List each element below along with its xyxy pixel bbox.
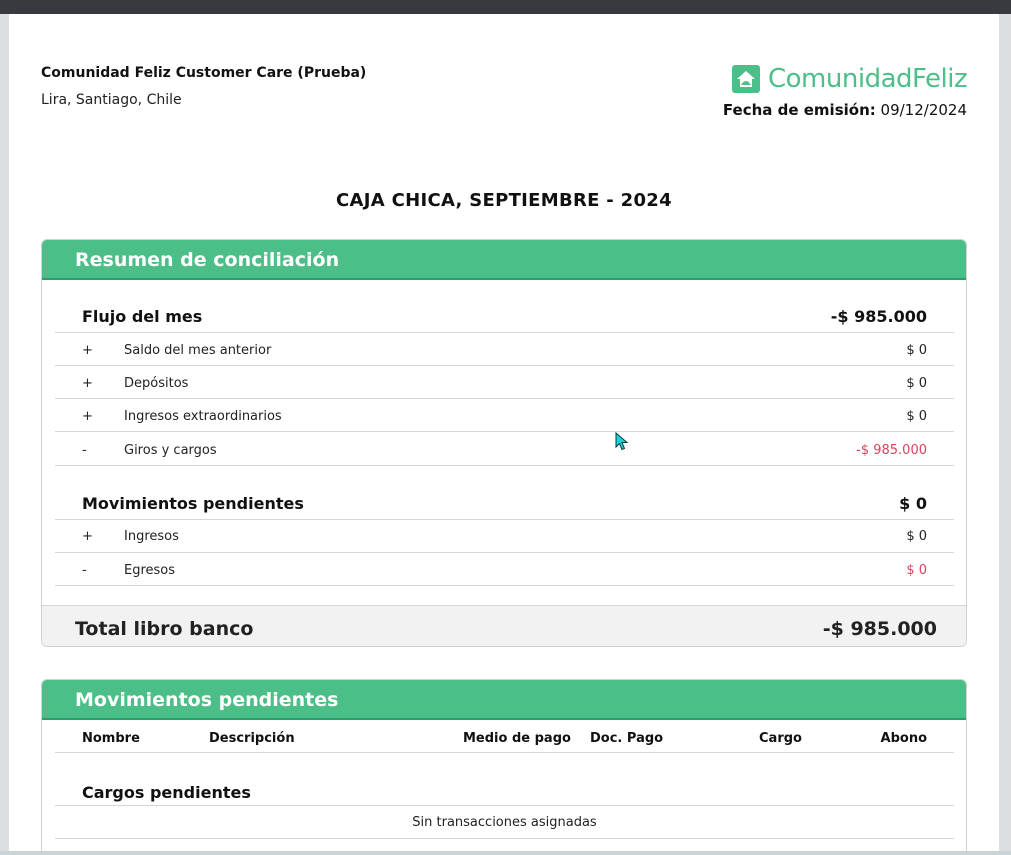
item-label: Giros y cargos [124, 443, 217, 458]
flow-item-row [55, 432, 954, 466]
flow-item-row [55, 366, 954, 399]
column-header: Abono [880, 731, 927, 746]
report-title: CAJA CHICA, SEPTIEMBRE - 2024 [336, 190, 672, 211]
brand-logo [732, 63, 967, 95]
item-sign: + [82, 529, 93, 544]
item-amount: $ 0 [906, 529, 927, 544]
total-label: Total libro banco [75, 618, 254, 640]
item-amount: $ 0 [906, 343, 927, 358]
logo-text: ComunidadFeliz [768, 64, 968, 94]
column-header: Descripción [209, 731, 295, 746]
flow-amount: -$ 985.000 [830, 307, 927, 326]
flow-item-row [55, 399, 954, 432]
viewer-bottom-margin [0, 851, 1011, 855]
item-sign: + [82, 409, 93, 424]
item-amount: $ 0 [906, 563, 927, 578]
pending-amount: $ 0 [899, 494, 927, 513]
item-label: Ingresos [124, 529, 179, 544]
item-label: Ingresos extraordinarios [124, 409, 282, 424]
viewer-top-bar [0, 0, 1011, 14]
item-sign: - [82, 443, 87, 458]
column-header: Doc. Pago [590, 731, 664, 746]
viewer-right-margin [999, 14, 1011, 855]
logo-house-icon [732, 65, 760, 93]
item-sign: + [82, 376, 93, 391]
viewer-left-margin [0, 14, 9, 855]
flow-item-row [55, 333, 954, 366]
item-amount: -$ 985.000 [856, 443, 927, 458]
table-header-row [55, 722, 954, 753]
total-amount: -$ 985.000 [822, 618, 937, 640]
flow-section-row [55, 302, 954, 333]
column-header: Cargo [759, 731, 802, 746]
document-page [9, 14, 999, 851]
item-amount: $ 0 [906, 409, 927, 424]
summary-card-title: Resumen de conciliación [42, 240, 966, 280]
emission-label: Fecha de emisión: [722, 101, 876, 119]
item-sign: + [82, 343, 93, 358]
company-address: Lira, Santiago, Chile [41, 92, 182, 108]
pending-charges-row [55, 753, 954, 806]
item-sign: - [82, 563, 87, 578]
pending-item-row [55, 520, 954, 553]
company-name: Comunidad Feliz Customer Care (Prueba) [41, 65, 367, 81]
item-label: Depósitos [124, 376, 189, 391]
column-header: Nombre [82, 731, 140, 746]
total-bank-book-bar [42, 605, 966, 646]
pending-charges-label: Cargos pendientes [82, 783, 251, 802]
reconciliation-summary-card [41, 239, 967, 647]
pending-section-row [55, 489, 954, 520]
item-label: Saldo del mes anterior [124, 343, 272, 358]
column-header: Medio de pago [463, 731, 571, 746]
mouse-pointer-icon [615, 432, 629, 452]
emission-value: 09/12/2024 [880, 101, 967, 119]
pending-item-row [55, 553, 954, 586]
pending-label: Movimientos pendientes [82, 494, 304, 513]
pending-card-title: Movimientos pendientes [42, 680, 966, 720]
emission-date [723, 101, 967, 119]
item-label: Egresos [124, 563, 176, 578]
item-amount: $ 0 [906, 376, 927, 391]
flow-label: Flujo del mes [82, 307, 203, 326]
pending-movements-card [41, 679, 967, 851]
empty-transactions-message: Sin transacciones asignadas [55, 806, 954, 839]
